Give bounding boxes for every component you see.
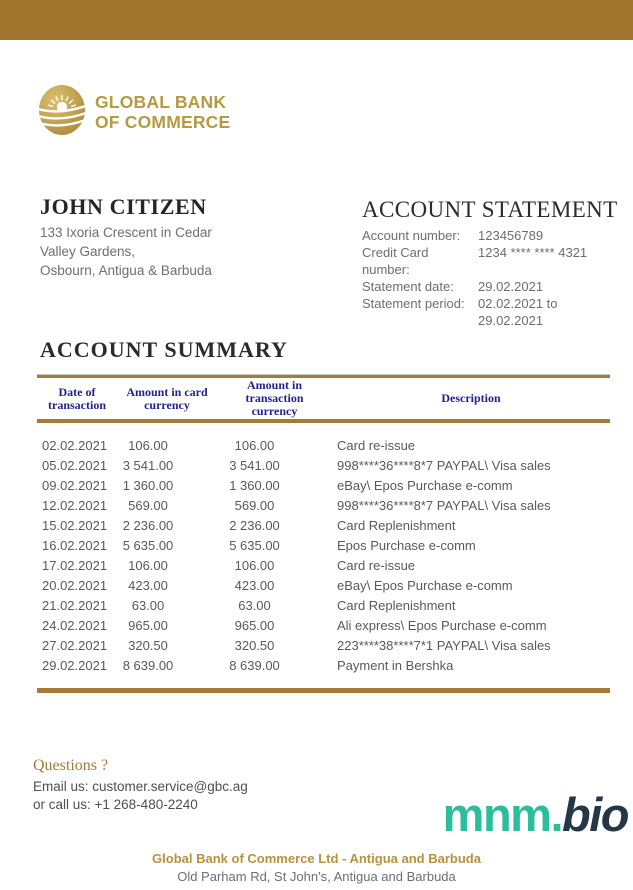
amount-card-currency-cell: 5 635.00 bbox=[122, 537, 174, 553]
statement-fields bbox=[362, 227, 622, 329]
transaction-date-cell: 15.02.2021 bbox=[42, 517, 108, 533]
field-label: Statement period: bbox=[362, 296, 465, 311]
amount-card-currency-cell: 423.00 bbox=[128, 577, 168, 593]
amount-card-currency-cell: 106.00 bbox=[128, 557, 168, 573]
amount-card-currency-cell: 106.00 bbox=[128, 437, 168, 453]
table-header-row bbox=[37, 378, 610, 419]
amount-transaction-currency-cell: 63.00 bbox=[238, 597, 271, 613]
description-cell: Epos Purchase e-comm bbox=[337, 537, 476, 553]
table-row bbox=[37, 655, 610, 675]
statement-field bbox=[362, 244, 622, 278]
table-row bbox=[37, 435, 610, 455]
bank-logo bbox=[38, 83, 230, 142]
account-summary-title: ACCOUNT SUMMARY bbox=[40, 337, 288, 362]
amount-transaction-currency-cell: 569.00 bbox=[234, 497, 275, 513]
transaction-date-cell: 20.02.2021 bbox=[42, 577, 108, 593]
statement-field bbox=[362, 295, 622, 329]
table-row bbox=[37, 535, 610, 555]
amount-card-currency-cell: 63.00 bbox=[131, 597, 165, 613]
customer-block bbox=[40, 194, 300, 280]
amount-transaction-currency-cell: 106.00 bbox=[234, 437, 275, 453]
amount-transaction-currency-cell: 8 639.00 bbox=[229, 657, 280, 673]
transaction-date-cell: 29.02.2021 bbox=[42, 657, 108, 673]
amount-card-currency-cell: 3 541.00 bbox=[122, 457, 174, 473]
description-cell: eBay\ Epos Purchase e-comm bbox=[337, 577, 513, 593]
transaction-date-cell: 16.02.2021 bbox=[42, 537, 108, 553]
field-label: Credit Card number: bbox=[362, 245, 429, 277]
description-cell: Payment in Bershka bbox=[337, 657, 454, 673]
description-cell: Card Replenishment bbox=[337, 597, 456, 613]
description-cell: Card Replenishment bbox=[337, 517, 456, 533]
address-line: Osbourn, Antigua & Barbuda bbox=[40, 263, 212, 278]
transaction-date-cell: 21.02.2021 bbox=[42, 597, 108, 613]
column-header-description: Description bbox=[441, 391, 501, 405]
contact-email-line: Email us: customer.service@gbc.ag bbox=[33, 779, 248, 794]
column-header-amount-transaction: Amount in transaction currency bbox=[245, 378, 304, 418]
customer-address bbox=[40, 223, 300, 280]
amount-transaction-currency-cell: 423.00 bbox=[234, 577, 275, 593]
table-row bbox=[37, 555, 610, 575]
transaction-date-cell: 17.02.2021 bbox=[42, 557, 108, 573]
table-row bbox=[37, 575, 610, 595]
statement-block bbox=[362, 197, 622, 329]
customer-name: JOHN CITIZEN bbox=[40, 194, 207, 219]
amount-card-currency-cell: 8 639.00 bbox=[122, 657, 174, 673]
bank-name-line2: OF COMMERCE bbox=[95, 111, 231, 132]
column-header-amount-card: Amount in card currency bbox=[126, 384, 208, 412]
bank-name-line1: GLOBAL BANK bbox=[95, 91, 227, 112]
amount-transaction-currency-cell: 5 635.00 bbox=[229, 537, 280, 553]
statement-field bbox=[362, 278, 622, 295]
account-number-value: 123456789 bbox=[478, 228, 544, 243]
table-row bbox=[37, 615, 610, 635]
amount-transaction-currency-cell: 320.50 bbox=[234, 637, 275, 653]
table-row bbox=[37, 635, 610, 655]
transactions-table bbox=[37, 374, 610, 675]
amount-transaction-currency-cell: 1 360.00 bbox=[229, 477, 280, 493]
amount-card-currency-cell: 1 360.00 bbox=[122, 477, 174, 493]
footer-bank-line: Global Bank of Commerce Ltd - Antigua and Barbuda bbox=[152, 851, 481, 866]
column-header-date: Date of transaction bbox=[48, 384, 106, 412]
table-header-rule bbox=[37, 419, 610, 423]
credit-card-number-value: 1234 **** **** 4321 bbox=[478, 245, 588, 260]
questions-heading: Questions ? bbox=[33, 757, 109, 774]
table-row bbox=[37, 515, 610, 535]
watermark-mnm: mnm. bbox=[442, 788, 563, 841]
description-cell: Card re-issue bbox=[337, 437, 416, 453]
amount-transaction-currency-cell: 106.00 bbox=[234, 557, 275, 573]
amount-transaction-currency-cell: 965.00 bbox=[234, 617, 275, 633]
statement-field bbox=[362, 227, 622, 244]
statement-date-value: 29.02.2021 bbox=[478, 279, 544, 294]
amount-card-currency-cell: 320.50 bbox=[128, 637, 168, 653]
amount-card-currency-cell: 2 236.00 bbox=[122, 517, 174, 533]
statement-period-value: 02.02.2021 to 29.02.2021 bbox=[478, 296, 558, 328]
top-gold-band bbox=[0, 0, 633, 40]
description-cell: Ali express\ Epos Purchase e-comm bbox=[337, 617, 547, 633]
watermark-bio: bio bbox=[562, 788, 628, 841]
description-cell: eBay\ Epos Purchase e-comm bbox=[337, 477, 513, 493]
bank-name bbox=[95, 93, 230, 132]
transaction-date-cell: 12.02.2021 bbox=[42, 497, 108, 513]
description-cell: 223****38****7*1 PAYPAL\ Visa sales bbox=[337, 637, 551, 653]
contact-phone-line: or call us: +1 268-480-2240 bbox=[33, 797, 198, 812]
field-label: Statement date: bbox=[362, 279, 454, 294]
table-body bbox=[37, 435, 610, 675]
table-row bbox=[37, 595, 610, 615]
amount-transaction-currency-cell: 3 541.00 bbox=[229, 457, 280, 473]
statement-title: ACCOUNT STATEMENT bbox=[362, 197, 618, 222]
mnm-bio-watermark bbox=[368, 788, 628, 841]
field-label: Account number: bbox=[362, 228, 461, 243]
contact-block bbox=[33, 757, 248, 814]
transaction-date-cell: 05.02.2021 bbox=[42, 457, 108, 473]
table-row bbox=[37, 455, 610, 475]
table-row bbox=[37, 495, 610, 515]
description-cell: Card re-issue bbox=[337, 557, 416, 573]
transaction-date-cell: 27.02.2021 bbox=[42, 637, 108, 653]
table-bottom-rule bbox=[37, 688, 610, 693]
address-line: Valley Gardens, bbox=[40, 244, 136, 259]
transaction-date-cell: 24.02.2021 bbox=[42, 617, 108, 633]
page-footer bbox=[0, 851, 633, 884]
amount-transaction-currency-cell: 2 236.00 bbox=[229, 517, 280, 533]
sun-over-waves-icon bbox=[38, 83, 86, 142]
amount-card-currency-cell: 965.00 bbox=[128, 617, 168, 633]
address-line: 133 Ixoria Crescent in Cedar bbox=[40, 225, 212, 240]
table-row bbox=[37, 475, 610, 495]
footer-address-line: Old Parham Rd, St John's, Antigua and Barbuda bbox=[177, 869, 456, 884]
transaction-date-cell: 09.02.2021 bbox=[42, 477, 108, 493]
description-cell: 998****36****8*7 PAYPAL\ Visa sales bbox=[337, 457, 551, 473]
description-cell: 998****36****8*7 PAYPAL\ Visa sales bbox=[337, 497, 551, 513]
transaction-date-cell: 02.02.2021 bbox=[42, 437, 108, 453]
amount-card-currency-cell: 569.00 bbox=[128, 497, 168, 513]
